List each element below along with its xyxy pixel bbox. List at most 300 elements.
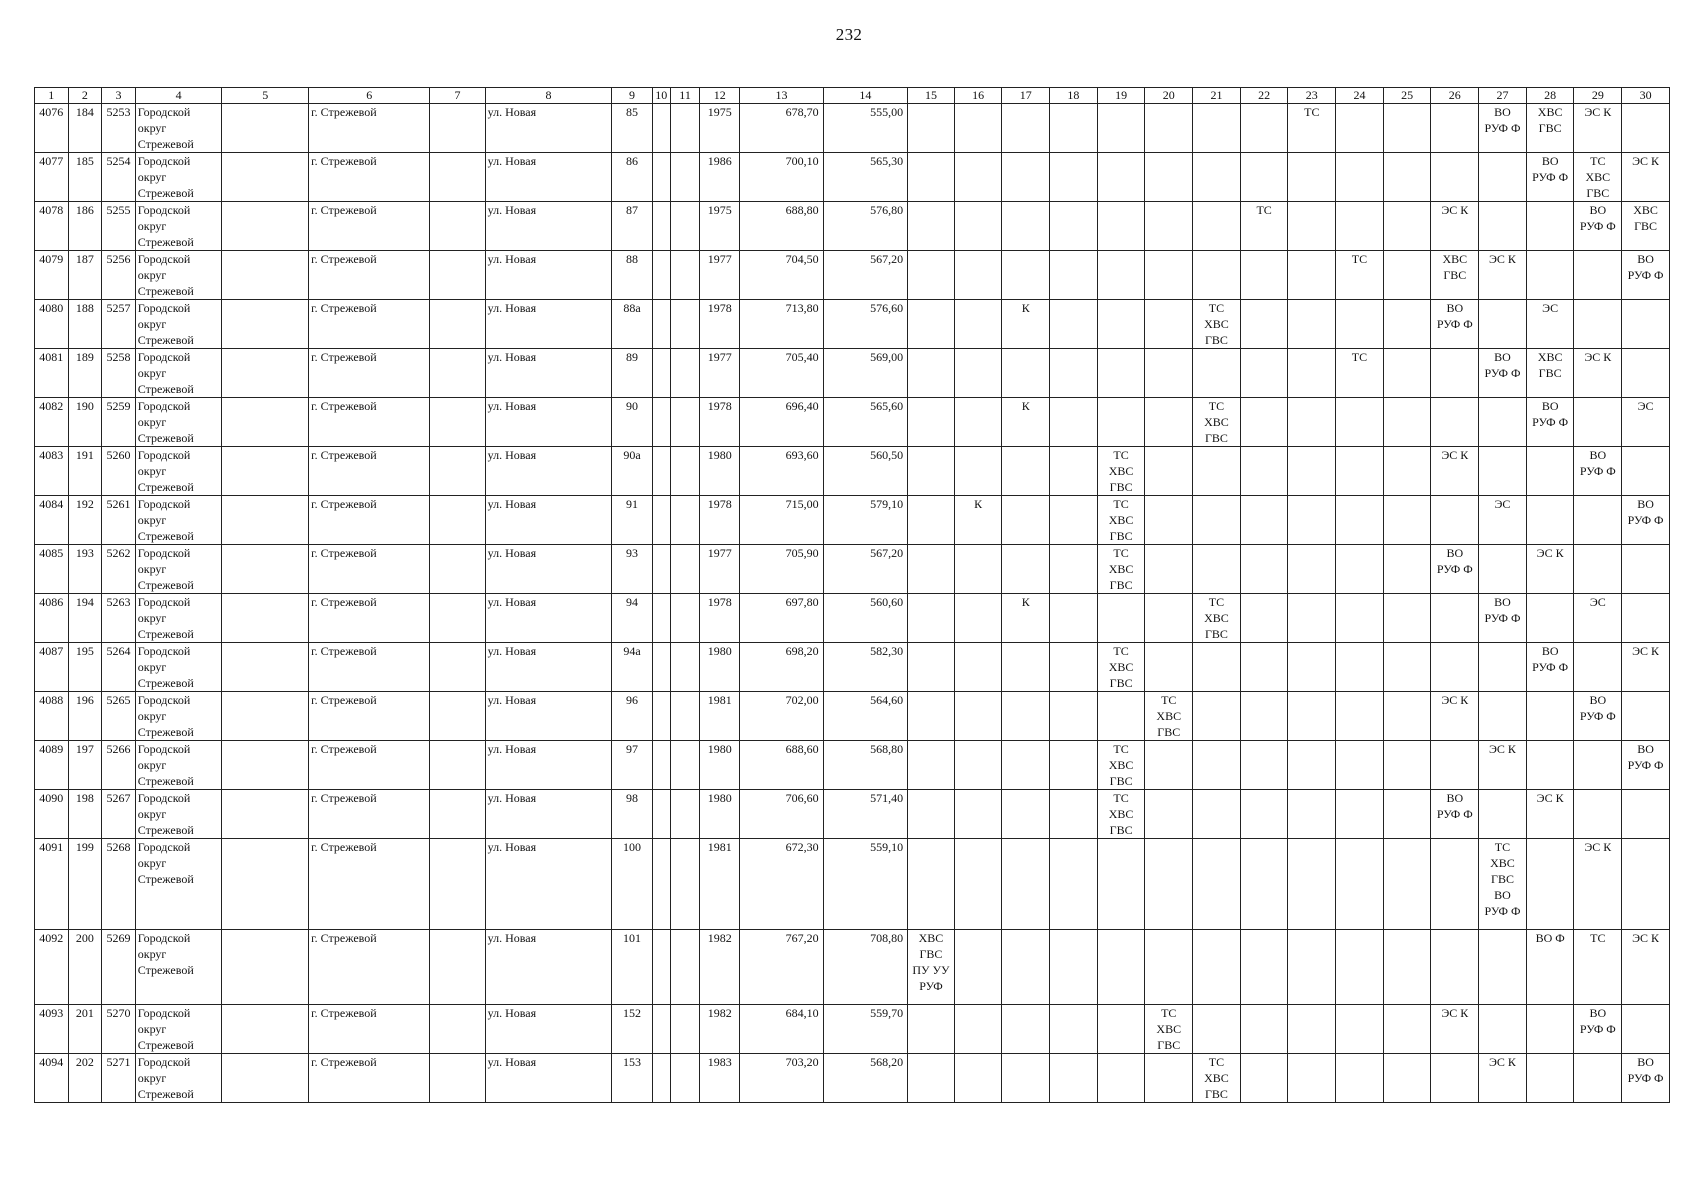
cell-col-3: 5261 xyxy=(102,496,136,545)
column-number-header: 3 xyxy=(102,88,136,104)
cell-col-3: 5265 xyxy=(102,692,136,741)
cell-col-1: 4088 xyxy=(35,692,69,741)
cell-col-6: г. Стрежевой xyxy=(309,692,430,741)
cell-col-23 xyxy=(1288,741,1336,790)
cell-line: ВО xyxy=(1446,546,1464,560)
cell-line: ГВС xyxy=(1109,480,1133,494)
cell-col-10 xyxy=(652,692,670,741)
cell-col-19 xyxy=(1097,349,1145,398)
cell-col-26 xyxy=(1431,741,1479,790)
cell-line: Стрежевой xyxy=(137,823,194,837)
cell-col-8: ул. Новая xyxy=(485,447,612,496)
cell-line: ЭС xyxy=(1494,497,1511,511)
cell-col-12: 1980 xyxy=(700,643,740,692)
cell-col-23 xyxy=(1288,545,1336,594)
cell-col-11 xyxy=(670,643,699,692)
cell-col-30 xyxy=(1622,496,1670,545)
cell-col-4 xyxy=(135,447,222,496)
cell-col-19 xyxy=(1097,496,1145,545)
cell-col-19 xyxy=(1097,300,1145,349)
cell-col-19 xyxy=(1097,545,1145,594)
cell-line: округ xyxy=(137,660,167,674)
cell-col-28 xyxy=(1526,398,1574,447)
cell-col-7 xyxy=(430,545,485,594)
cell-col-21 xyxy=(1193,1005,1241,1054)
cell-line: ХВС xyxy=(1490,856,1515,870)
cell-col-17 xyxy=(1002,594,1050,643)
cell-line: ХВС xyxy=(1442,252,1468,266)
cell-col-17 xyxy=(1002,300,1050,349)
cell-col-5 xyxy=(222,741,309,790)
cell-col-4 xyxy=(135,1054,222,1103)
cell-col-7 xyxy=(430,692,485,741)
cell-col-8: ул. Новая xyxy=(485,349,612,398)
cell-col-11 xyxy=(670,692,699,741)
cell-col-7 xyxy=(430,839,485,930)
cell-col-7 xyxy=(430,300,485,349)
cell-col-12: 1978 xyxy=(700,594,740,643)
cell-col-29 xyxy=(1574,692,1622,741)
cell-col-22 xyxy=(1240,594,1288,643)
cell-col-19 xyxy=(1097,1054,1145,1103)
cell-col-25 xyxy=(1383,104,1431,153)
cell-line: ТС xyxy=(1256,203,1272,217)
cell-col-28 xyxy=(1526,1054,1574,1103)
cell-col-5 xyxy=(222,251,309,300)
cell-col-12: 1978 xyxy=(700,398,740,447)
table-row xyxy=(35,692,1670,741)
cell-col-25 xyxy=(1383,300,1431,349)
cell-col-27 xyxy=(1479,300,1527,349)
cell-col-23 xyxy=(1288,692,1336,741)
cell-col-28 xyxy=(1526,104,1574,153)
table-row xyxy=(35,398,1670,447)
cell-col-15 xyxy=(908,202,955,251)
cell-col-22 xyxy=(1240,153,1288,202)
cell-col-10 xyxy=(652,251,670,300)
cell-line: ХВС xyxy=(1156,1022,1182,1036)
cell-col-9: 98 xyxy=(612,790,652,839)
cell-col-10 xyxy=(652,349,670,398)
cell-line: Стрежевой xyxy=(137,676,194,690)
cell-line: РУФ Ф xyxy=(1627,758,1664,772)
table-row xyxy=(35,741,1670,790)
cell-col-16 xyxy=(954,930,1002,1005)
cell-col-12: 1977 xyxy=(700,545,740,594)
cell-col-29 xyxy=(1574,1054,1622,1103)
cell-col-26 xyxy=(1431,398,1479,447)
cell-line: РУФ Ф xyxy=(1579,709,1616,723)
cell-line: округ xyxy=(137,807,167,821)
cell-col-18 xyxy=(1050,202,1098,251)
cell-col-1: 4090 xyxy=(35,790,69,839)
cell-col-22 xyxy=(1240,349,1288,398)
cell-line: округ xyxy=(137,513,167,527)
cell-line: ЭС К xyxy=(1632,644,1660,658)
cell-col-28 xyxy=(1526,545,1574,594)
cell-col-21 xyxy=(1193,839,1241,930)
cell-line: округ xyxy=(137,170,167,184)
cell-col-26 xyxy=(1431,300,1479,349)
cell-line: округ xyxy=(137,947,167,961)
cell-line: ТС xyxy=(1304,105,1320,119)
cell-col-26 xyxy=(1431,202,1479,251)
cell-line: ГВС xyxy=(1538,366,1562,380)
table-row xyxy=(35,251,1670,300)
cell-col-30 xyxy=(1622,1005,1670,1054)
cell-col-22 xyxy=(1240,104,1288,153)
cell-col-2: 193 xyxy=(68,545,102,594)
cell-line: РУФ Ф xyxy=(1579,219,1616,233)
cell-col-11 xyxy=(670,300,699,349)
cell-col-25 xyxy=(1383,692,1431,741)
cell-col-16 xyxy=(954,251,1002,300)
cell-col-16 xyxy=(954,692,1002,741)
cell-col-29 xyxy=(1574,790,1622,839)
cell-col-16 xyxy=(954,349,1002,398)
cell-col-15 xyxy=(908,930,955,1005)
cell-col-16 xyxy=(954,741,1002,790)
cell-line: ХВС xyxy=(1156,709,1182,723)
cell-col-30 xyxy=(1622,1054,1670,1103)
cell-col-28 xyxy=(1526,839,1574,930)
cell-col-30 xyxy=(1622,398,1670,447)
cell-col-5 xyxy=(222,930,309,1005)
cell-col-5 xyxy=(222,104,309,153)
cell-line: К xyxy=(1021,399,1030,413)
cell-line: ВО xyxy=(1494,888,1511,902)
cell-col-16 xyxy=(954,594,1002,643)
cell-col-27 xyxy=(1479,496,1527,545)
cell-col-14: 576,80 xyxy=(823,202,908,251)
cell-col-23 xyxy=(1288,930,1336,1005)
cell-line: ВО xyxy=(1589,693,1607,707)
cell-col-16 xyxy=(954,202,1002,251)
cell-col-28 xyxy=(1526,496,1574,545)
cell-col-5 xyxy=(222,153,309,202)
cell-col-27 xyxy=(1479,1005,1527,1054)
cell-col-9: 97 xyxy=(612,741,652,790)
cell-line: Стрежевой xyxy=(137,963,194,977)
cell-col-5 xyxy=(222,1054,309,1103)
cell-col-6: г. Стрежевой xyxy=(309,594,430,643)
cell-col-30 xyxy=(1622,545,1670,594)
cell-col-13: 767,20 xyxy=(740,930,823,1005)
cell-col-9: 85 xyxy=(612,104,652,153)
cell-col-2: 199 xyxy=(68,839,102,930)
cell-col-29 xyxy=(1574,1005,1622,1054)
cell-col-28 xyxy=(1526,153,1574,202)
cell-line: РУФ Ф xyxy=(1436,562,1473,576)
cell-col-12: 1975 xyxy=(700,202,740,251)
cell-col-16 xyxy=(954,643,1002,692)
cell-col-14: 576,60 xyxy=(823,300,908,349)
cell-line: РУФ Ф xyxy=(1436,807,1473,821)
cell-col-26 xyxy=(1431,930,1479,1005)
cell-col-18 xyxy=(1050,643,1098,692)
column-number-header: 27 xyxy=(1479,88,1527,104)
cell-col-22 xyxy=(1240,643,1288,692)
cell-col-21 xyxy=(1193,790,1241,839)
cell-col-5 xyxy=(222,594,309,643)
cell-line: округ xyxy=(137,464,167,478)
cell-col-25 xyxy=(1383,349,1431,398)
cell-col-30 xyxy=(1622,839,1670,930)
cell-col-13: 688,60 xyxy=(740,741,823,790)
cell-col-26 xyxy=(1431,496,1479,545)
cell-line: ГВС xyxy=(1586,186,1610,200)
cell-line: ХВС xyxy=(1537,350,1563,364)
cell-col-27 xyxy=(1479,153,1527,202)
cell-col-15 xyxy=(908,447,955,496)
cell-col-4 xyxy=(135,545,222,594)
cell-col-23 xyxy=(1288,398,1336,447)
cell-col-13: 713,80 xyxy=(740,300,823,349)
cell-line: ЭС К xyxy=(1536,546,1564,560)
cell-col-23 xyxy=(1288,349,1336,398)
cell-col-4 xyxy=(135,1005,222,1054)
cell-line: ГВС xyxy=(1109,578,1133,592)
cell-col-3: 5267 xyxy=(102,790,136,839)
cell-col-30 xyxy=(1622,930,1670,1005)
cell-col-22 xyxy=(1240,1005,1288,1054)
cell-col-30 xyxy=(1622,643,1670,692)
cell-col-6: г. Стрежевой xyxy=(309,300,430,349)
cell-col-28 xyxy=(1526,300,1574,349)
cell-col-4 xyxy=(135,594,222,643)
cell-line: округ xyxy=(137,317,167,331)
cell-line: Стрежевой xyxy=(137,529,194,543)
cell-col-21 xyxy=(1193,300,1241,349)
cell-col-24 xyxy=(1336,447,1384,496)
cell-col-21 xyxy=(1193,202,1241,251)
cell-line: Стрежевой xyxy=(137,137,194,151)
cell-line: ВО xyxy=(1446,301,1464,315)
registry-table xyxy=(34,87,1670,1103)
cell-col-2: 194 xyxy=(68,594,102,643)
cell-line: ТС xyxy=(1208,301,1225,315)
cell-col-14: 567,20 xyxy=(823,545,908,594)
cell-col-23 xyxy=(1288,790,1336,839)
cell-col-17 xyxy=(1002,1054,1050,1103)
cell-col-11 xyxy=(670,741,699,790)
cell-line: округ xyxy=(137,709,167,723)
cell-col-19 xyxy=(1097,104,1145,153)
cell-col-14: 571,40 xyxy=(823,790,908,839)
cell-col-13: 672,30 xyxy=(740,839,823,930)
cell-col-2: 188 xyxy=(68,300,102,349)
cell-col-1: 4085 xyxy=(35,545,69,594)
cell-line: ХВС xyxy=(1204,317,1229,331)
cell-line: РУФ Ф xyxy=(1579,464,1616,478)
cell-line: ВО xyxy=(1637,252,1654,266)
cell-col-10 xyxy=(652,643,670,692)
cell-col-12: 1980 xyxy=(700,741,740,790)
cell-line: Городской xyxy=(137,448,191,462)
cell-col-27 xyxy=(1479,1054,1527,1103)
cell-line: Городской xyxy=(137,154,191,168)
cell-col-14: 708,80 xyxy=(823,930,908,1005)
cell-col-29 xyxy=(1574,545,1622,594)
column-number-header: 14 xyxy=(823,88,908,104)
cell-col-2: 191 xyxy=(68,447,102,496)
cell-col-9: 94 xyxy=(612,594,652,643)
cell-col-2: 201 xyxy=(68,1005,102,1054)
cell-line: ГВС xyxy=(1157,1038,1181,1052)
cell-col-8: ул. Новая xyxy=(485,104,612,153)
cell-col-18 xyxy=(1050,741,1098,790)
cell-col-18 xyxy=(1050,1005,1098,1054)
cell-col-10 xyxy=(652,839,670,930)
table-row xyxy=(35,643,1670,692)
cell-line: ГВС xyxy=(1491,872,1514,886)
cell-col-21 xyxy=(1193,594,1241,643)
cell-col-17 xyxy=(1002,496,1050,545)
cell-col-18 xyxy=(1050,447,1098,496)
cell-col-12: 1978 xyxy=(700,496,740,545)
cell-col-30 xyxy=(1622,251,1670,300)
cell-line: ТС xyxy=(1113,497,1129,511)
cell-line: Городской xyxy=(137,497,191,511)
cell-line: Городской xyxy=(137,1006,191,1020)
column-number-header: 6 xyxy=(309,88,430,104)
cell-line: ЭС К xyxy=(1441,693,1469,707)
cell-col-15 xyxy=(908,545,955,594)
cell-col-6: г. Стрежевой xyxy=(309,153,430,202)
cell-col-15 xyxy=(908,741,955,790)
cell-col-2: 184 xyxy=(68,104,102,153)
cell-col-28 xyxy=(1526,594,1574,643)
cell-line: Городской xyxy=(137,840,191,854)
cell-line: ТС xyxy=(1161,1006,1177,1020)
cell-col-11 xyxy=(670,1005,699,1054)
cell-col-27 xyxy=(1479,349,1527,398)
cell-line: ГВС xyxy=(1157,725,1181,739)
cell-line: Стрежевой xyxy=(137,431,194,445)
cell-col-13: 705,40 xyxy=(740,349,823,398)
cell-col-8: ул. Новая xyxy=(485,741,612,790)
column-number-header: 9 xyxy=(612,88,652,104)
cell-line: ХВС xyxy=(1108,758,1134,772)
column-number-header: 10 xyxy=(652,88,670,104)
cell-col-10 xyxy=(652,790,670,839)
cell-col-29 xyxy=(1574,447,1622,496)
cell-col-6: г. Стрежевой xyxy=(309,251,430,300)
cell-col-26 xyxy=(1431,349,1479,398)
cell-col-10 xyxy=(652,496,670,545)
cell-col-24 xyxy=(1336,496,1384,545)
cell-col-6: г. Стрежевой xyxy=(309,839,430,930)
cell-line: К xyxy=(974,497,983,511)
cell-line: округ xyxy=(137,758,167,772)
cell-col-11 xyxy=(670,398,699,447)
cell-col-1: 4092 xyxy=(35,930,69,1005)
cell-col-27 xyxy=(1479,251,1527,300)
cell-line: ТС xyxy=(1161,693,1177,707)
cell-line: ГВС xyxy=(1109,676,1133,690)
cell-col-8: ул. Новая xyxy=(485,202,612,251)
cell-line: ПУ УУ xyxy=(912,963,950,977)
cell-col-30 xyxy=(1622,692,1670,741)
cell-col-28 xyxy=(1526,202,1574,251)
cell-line: ЭС К xyxy=(1489,1055,1516,1069)
cell-line: округ xyxy=(137,366,167,380)
column-number-header: 8 xyxy=(485,88,612,104)
cell-line: Городской xyxy=(137,203,191,217)
cell-col-19 xyxy=(1097,594,1145,643)
cell-col-26 xyxy=(1431,790,1479,839)
cell-col-28 xyxy=(1526,349,1574,398)
table-row xyxy=(35,300,1670,349)
cell-line: РУФ Ф xyxy=(1579,1022,1616,1036)
cell-col-18 xyxy=(1050,839,1098,930)
cell-col-11 xyxy=(670,496,699,545)
cell-col-11 xyxy=(670,594,699,643)
cell-col-19 xyxy=(1097,153,1145,202)
cell-line: ВО xyxy=(1494,595,1511,609)
cell-col-1: 4083 xyxy=(35,447,69,496)
cell-col-3: 5254 xyxy=(102,153,136,202)
cell-col-23 xyxy=(1288,153,1336,202)
cell-col-19 xyxy=(1097,790,1145,839)
cell-line: ГВС xyxy=(1109,529,1133,543)
cell-col-24 xyxy=(1336,790,1384,839)
table-row xyxy=(35,790,1670,839)
cell-col-20 xyxy=(1145,1005,1193,1054)
column-number-header: 12 xyxy=(700,88,740,104)
cell-col-7 xyxy=(430,1054,485,1103)
cell-line: округ xyxy=(137,219,167,233)
cell-line: РУФ Ф xyxy=(1627,1071,1664,1085)
cell-col-12: 1983 xyxy=(700,1054,740,1103)
cell-col-29 xyxy=(1574,153,1622,202)
cell-line: Стрежевой xyxy=(137,578,194,592)
cell-col-26 xyxy=(1431,153,1479,202)
cell-col-5 xyxy=(222,545,309,594)
cell-col-20 xyxy=(1145,1054,1193,1103)
cell-col-28 xyxy=(1526,790,1574,839)
cell-col-12: 1986 xyxy=(700,153,740,202)
cell-col-8: ул. Новая xyxy=(485,930,612,1005)
cell-col-5 xyxy=(222,790,309,839)
cell-col-24 xyxy=(1336,349,1384,398)
cell-col-16 xyxy=(954,300,1002,349)
cell-col-17 xyxy=(1002,1005,1050,1054)
cell-col-26 xyxy=(1431,643,1479,692)
cell-col-3: 5268 xyxy=(102,839,136,930)
cell-col-8: ул. Новая xyxy=(485,251,612,300)
cell-col-20 xyxy=(1145,692,1193,741)
cell-col-24 xyxy=(1336,104,1384,153)
cell-col-26 xyxy=(1431,104,1479,153)
cell-line: РУФ Ф xyxy=(1532,415,1569,429)
cell-col-2: 187 xyxy=(68,251,102,300)
cell-col-25 xyxy=(1383,447,1431,496)
cell-col-10 xyxy=(652,104,670,153)
column-number-header: 30 xyxy=(1622,88,1670,104)
cell-col-12: 1982 xyxy=(700,1005,740,1054)
cell-col-10 xyxy=(652,398,670,447)
table-row xyxy=(35,1054,1670,1103)
cell-col-20 xyxy=(1145,790,1193,839)
cell-col-30 xyxy=(1622,594,1670,643)
cell-col-21 xyxy=(1193,398,1241,447)
column-number-header: 20 xyxy=(1145,88,1193,104)
cell-col-21 xyxy=(1193,104,1241,153)
cell-col-10 xyxy=(652,153,670,202)
cell-col-11 xyxy=(670,839,699,930)
cell-line: ТС xyxy=(1208,595,1225,609)
